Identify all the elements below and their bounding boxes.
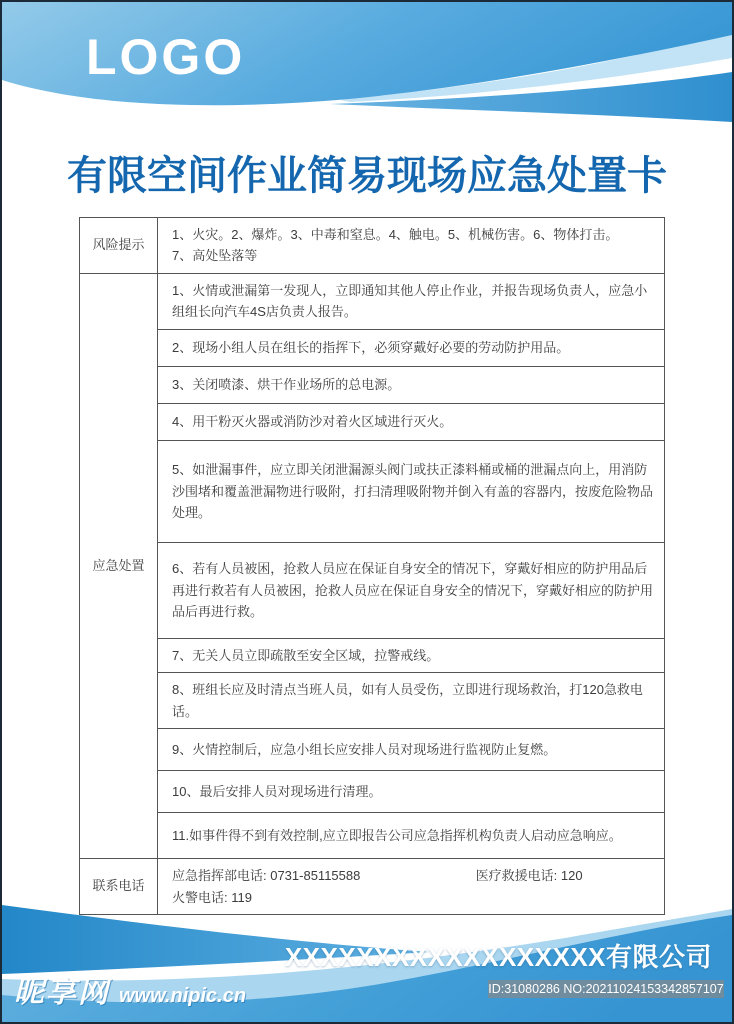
footer-wave-banner [2,887,732,1022]
watermark-site-name: 昵享网 [14,976,110,1009]
table-row [80,403,665,440]
company-name: XXXXXXXXXXXXXXXXXX有限公司 [284,942,712,972]
command-phone: 应急指挥部电话: 0731-85115588 [172,868,361,884]
table-row [80,813,665,859]
table-row [80,273,665,329]
risk-section-label: 风险提示 [80,218,158,274]
page-title: 有限空间作业简易现场应急处置卡 [67,154,667,198]
table-row [80,673,665,729]
disposal-item: 1、火情或泄漏第一发现人，立即通知其他人停止作业，并报告现场负责人，应急小组组长向汽车4S店负责人报告。 [158,273,665,329]
disposal-item: 4、用干粉灭火器或消防沙对着火区域进行灭火。 [158,403,665,440]
contact-section-label: 联系电话 [80,859,158,915]
table-row [80,771,665,813]
disposal-item: 3、关闭喷漆、烘干作业场所的总电源。 [158,366,665,403]
emergency-card-table [79,217,665,915]
risk-content [158,218,665,274]
table-row [80,366,665,403]
watermark [14,967,246,1011]
disposal-item: 6、若有人员被困，抢救人员应在保证自身安全的情况下，穿戴好相应的防护用品后再进行救若有人员被困，抢救人员应在保证自身安全的情况下，穿戴好相应的防护用品后再进行救。 [158,542,665,638]
table-row [80,729,665,771]
stock-id-badge: ID:31080286 NO:20211024153342857107 [488,982,724,996]
watermark-site-url: www.nipic.cn [119,985,247,1007]
disposal-item: 11.如事件得不到有效控制,应立即报告公司应急指挥机构负责人启动应急响应。 [158,813,665,859]
disposal-item: 8、班组长应及时清点当班人员，如有人员受伤，立即进行现场救治，打120急救电话。 [158,673,665,729]
disposal-item: 2、现场小组人员在组长的指挥下，必须穿戴好必要的劳动防护用品。 [158,329,665,366]
disposal-section-label: 应急处置 [80,273,158,858]
contact-line-1 [172,865,654,886]
fire-phone: 火警电话: 119 [172,889,252,905]
table-row [80,542,665,638]
disposal-item: 7、无关人员立即疏散至安全区域，拉警戒线。 [158,638,665,672]
table-row [80,440,665,542]
medical-phone: 医疗救援电话: 120 [475,868,583,884]
header-wave-banner [2,2,732,137]
table-row [80,218,665,274]
table-row [80,638,665,672]
risk-line-2: 7、高处坠落等 [172,248,258,264]
disposal-item: 10、最后安排人员对现场进行清理。 [158,771,665,813]
risk-line-1: 1、火灾。2、爆炸。3、中毒和窒息。4、触电。5、机械伤害。6、物体打击。 [172,227,619,242]
table-row [80,329,665,366]
logo: LOGO [86,29,246,85]
disposal-item: 5、如泄漏事件，应立即关闭泄漏源头阀门或扶正漆料桶或桶的泄漏点向上，用消防沙围堵和覆盖泄漏物进行吸附，打扫清理吸附物并倒入有盖的容器内，按废危险物品处理。 [158,440,665,542]
disposal-item: 9、火情控制后，应急小组长应安排人员对现场进行监视防止复燃。 [158,729,665,771]
